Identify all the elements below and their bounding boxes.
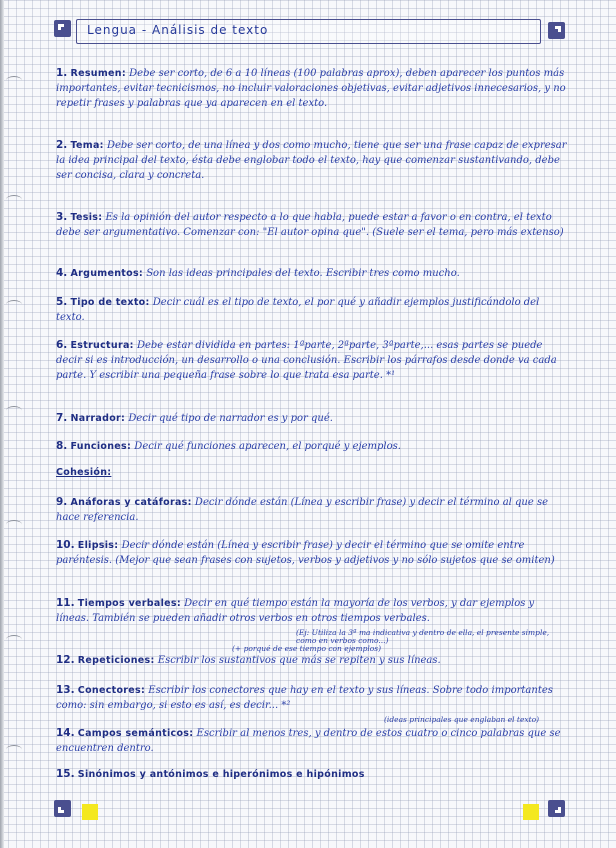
list-item <box>56 596 568 626</box>
item-text: Decir qué funciones aparecen, el porqué y ejemplos. <box>134 441 401 452</box>
item-number: 12. <box>56 654 75 666</box>
item-text: Escribir los sustantivos que más se repiten y sus líneas. <box>157 655 441 666</box>
item-heading: Campos semánticos: <box>77 728 194 739</box>
list-item <box>56 138 568 183</box>
margin-note: (+ porqué de ese tiempo con ejemplos) <box>232 644 382 653</box>
item-heading: Tema: <box>70 140 104 151</box>
list-item <box>56 266 568 281</box>
yellow-marker-left <box>82 804 98 820</box>
item-text: Escribir al menos tres, y dentro de estos cuatro o cinco palabras que se encuentren dentro. <box>56 728 561 754</box>
list-item <box>56 411 568 426</box>
item-heading: Tiempos verbales: <box>77 598 181 609</box>
list-item <box>56 653 568 668</box>
corner-mark-bottom-left-icon <box>54 800 71 817</box>
binder-hole <box>6 745 22 754</box>
item-number: 7. <box>56 412 68 424</box>
yellow-marker-right <box>523 804 539 820</box>
item-heading: Conectores: <box>77 685 146 696</box>
item-number: 8. <box>56 440 68 452</box>
margin-note: (Ej: Utiliza la 3ª ma indicativa y dentro de ella, el presente simple, como en verbos como...) <box>296 628 550 645</box>
item-number: 10. <box>56 539 75 551</box>
item-number: 9. <box>56 496 68 508</box>
item-text: Debe ser corto, de 6 a 10 líneas (100 palabras aprox), deben aparecer los puntos más importantes, evitar tecnicismos, no incluir valoraciones objetivas, evitar adjetivos innecesarios, y no repetir frases y palabras que ya aparecen en el texto. <box>56 68 566 109</box>
item-number: 15. <box>56 768 75 780</box>
binder-hole <box>6 300 22 309</box>
corner-mark-top-left-icon <box>54 20 71 37</box>
item-heading: Anáforas y catáforas: <box>70 497 192 508</box>
binder-hole <box>6 406 22 415</box>
corner-mark-bottom-right-icon <box>548 800 565 817</box>
item-number: 13. <box>56 684 75 696</box>
list-item <box>56 495 568 525</box>
title-box <box>76 19 541 44</box>
binder-hole <box>6 635 22 644</box>
list-item <box>56 210 568 240</box>
item-text: Debe ser corto, de una línea y dos como mucho, tiene que ser una frase capaz de expresar la idea principal del texto, ésta debe englobar todo el texto, hay que comenzar sustantivando, debe ser concisa, clara y concreta. <box>56 140 567 181</box>
item-number: 14. <box>56 727 75 739</box>
item-heading: Argumentos: <box>70 268 144 279</box>
item-number: 1. <box>56 67 68 79</box>
section-heading-cohesion: Cohesión: <box>56 467 112 478</box>
item-heading: Narrador: <box>70 413 126 424</box>
binder-hole <box>6 76 22 85</box>
item-heading: Tesis: <box>70 212 103 223</box>
item-text: Es la opinión del autor respecto a lo que habla, puede estar a favor o en contra, el texto debe ser argumentativo. Comenzar con: "El autor opina que". (Suele ser el tema, pero más extenso) <box>56 212 564 238</box>
page-title: Lengua - Análisis de texto <box>87 23 269 37</box>
list-item <box>56 66 568 111</box>
list-item <box>56 767 568 782</box>
list-item <box>56 439 568 454</box>
item-text: Debe estar dividida en partes: 1ªparte, 2ªparte, 3ªparte,... esas partes se puede decir si es introducción, un desarrollo o una conclusión. Escribir los párrafos desde donde va cada parte. Y escribir una pequeña frase sobre lo que trata esa parte. *¹ <box>56 340 557 381</box>
item-heading: Sinónimos y antónimos e hiperónimos e hipónimos <box>77 769 365 780</box>
item-text: Son las ideas principales del texto. Escribir tres como mucho. <box>146 268 460 279</box>
item-number: 4. <box>56 267 68 279</box>
item-number: 11. <box>56 597 75 609</box>
item-number: 3. <box>56 211 68 223</box>
item-number: 2. <box>56 139 68 151</box>
list-item <box>56 683 568 713</box>
item-number: 5. <box>56 296 68 308</box>
item-text: Decir dónde están (Línea y escribir frase) y decir el término que se omite entre paréntesis. (Mejor que sean frases con sujetos, verbos y adjetivos y no sólo sujetos que se omiten) <box>56 540 555 566</box>
list-item <box>56 338 568 383</box>
item-heading: Resumen: <box>70 68 126 79</box>
item-text: Decir qué tipo de narrador es y por qué. <box>128 413 333 424</box>
binder-hole <box>6 195 22 204</box>
list-item <box>56 538 568 568</box>
item-text: Decir dónde están (Línea y escribir frase) y decir el término al que se hace referencia. <box>56 497 549 523</box>
list-item <box>56 726 568 756</box>
binder-edge <box>0 0 4 848</box>
margin-note: (ideas principales que englaban el texto) <box>384 715 540 724</box>
item-heading: Repeticiones: <box>77 655 155 666</box>
item-heading: Funciones: <box>70 441 132 452</box>
item-text: Decir en qué tiempo están la mayoría de los verbos, y dar ejemplos y líneas. También se pueden añadir otros verbos en otros tiempos verbales. <box>56 598 535 624</box>
item-text: Decir cuál es el tipo de texto, el por qué y añadir ejemplos justificándolo del texto. <box>56 297 540 323</box>
binder-hole <box>6 520 22 529</box>
corner-mark-top-right-icon <box>548 22 565 39</box>
list-item <box>56 295 568 325</box>
item-text: Escribir los conectores que hay en el texto y sus líneas. Sobre todo importantes como: sin embargo, si esto es así, es decir... *² <box>56 685 553 711</box>
item-number: 6. <box>56 339 68 351</box>
item-heading: Estructura: <box>70 340 134 351</box>
item-heading: Tipo de texto: <box>70 297 150 308</box>
item-heading: Elipsis: <box>77 540 119 551</box>
